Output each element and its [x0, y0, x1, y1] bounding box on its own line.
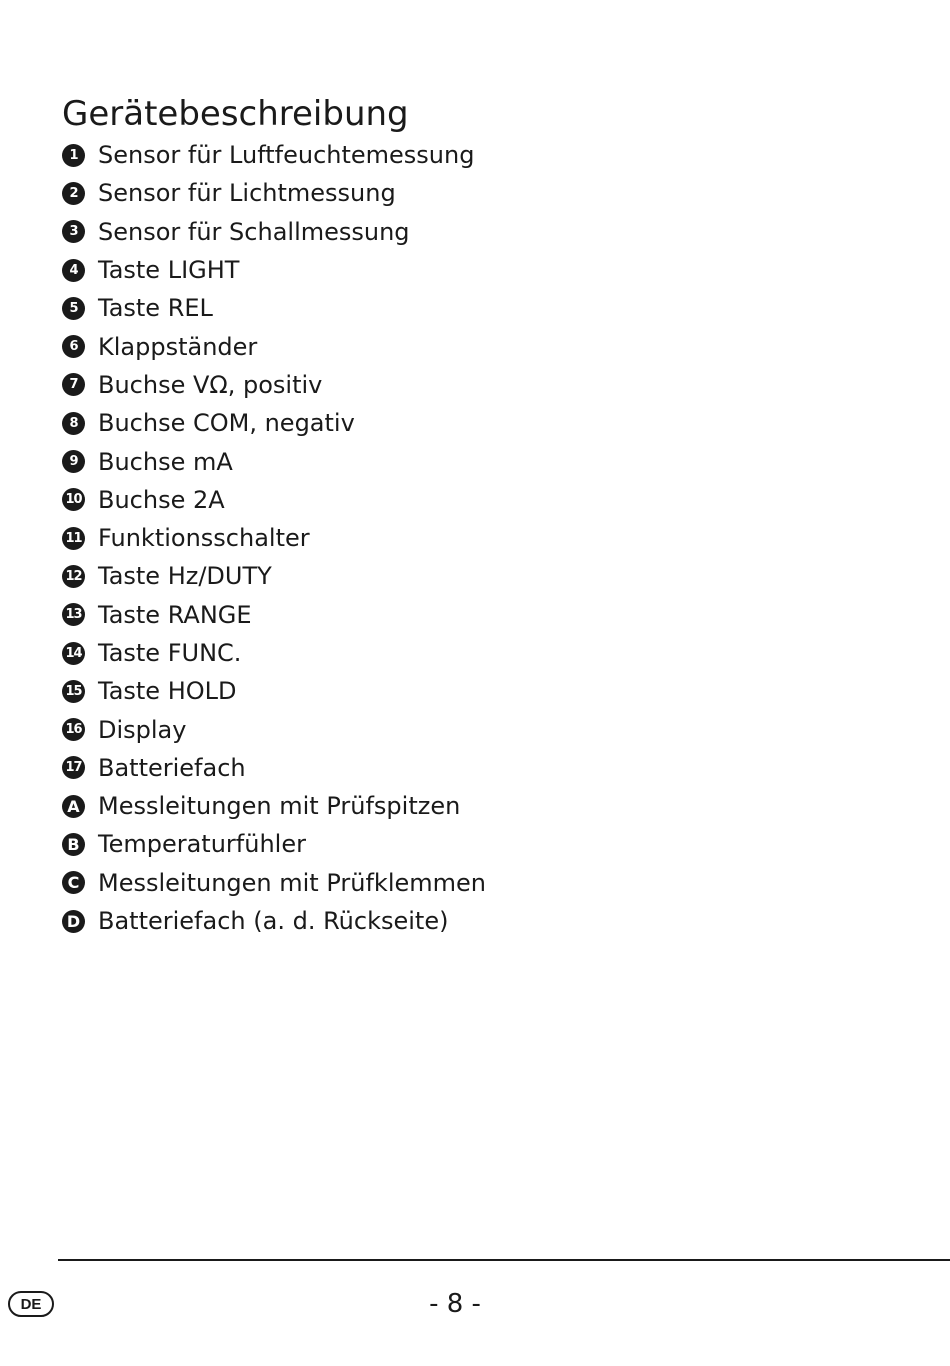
item-marker: 11: [62, 527, 85, 550]
list-item: [62, 519, 486, 557]
item-marker: A: [62, 795, 85, 818]
item-label: Klappständer: [98, 332, 258, 361]
list-item: [62, 596, 486, 634]
item-label: Sensor für Schallmessung: [98, 217, 410, 246]
item-label: Taste LIGHT: [98, 256, 240, 285]
item-label: Funktionsschalter: [98, 524, 310, 553]
item-label: Taste HOLD: [98, 677, 237, 706]
list-item: [62, 672, 486, 710]
list-item: [62, 902, 486, 940]
item-marker: 16: [62, 718, 85, 741]
item-label: Taste REL: [98, 294, 213, 323]
item-label: Taste Hz/DUTY: [98, 562, 272, 591]
item-label: Buchse COM, negativ: [98, 409, 355, 438]
list-item: [62, 864, 486, 902]
item-label: Buchse 2A: [98, 485, 225, 514]
list-item: [62, 366, 486, 404]
item-label: Display: [98, 715, 187, 744]
item-marker: 3: [62, 220, 85, 243]
item-label: Messleitungen mit Prüfspitzen: [98, 792, 461, 821]
item-marker: D: [62, 910, 85, 933]
list-item: [62, 481, 486, 519]
list-item: [62, 634, 486, 672]
item-marker: 4: [62, 259, 85, 282]
list-item: [62, 251, 486, 289]
item-marker: 6: [62, 335, 85, 358]
list-item: [62, 787, 486, 825]
list-item: [62, 327, 486, 365]
list-item: [62, 825, 486, 863]
list-item: [62, 213, 486, 251]
item-marker: 10: [62, 488, 85, 511]
item-marker: 1: [62, 144, 85, 167]
item-marker: 2: [62, 182, 85, 205]
list-item: [62, 749, 486, 787]
item-marker: B: [62, 833, 85, 856]
footer-divider: [58, 1259, 950, 1261]
item-marker: 14: [62, 642, 85, 665]
page-number: - 8 -: [429, 1289, 481, 1319]
item-marker: 9: [62, 450, 85, 473]
list-item: [62, 289, 486, 327]
item-label: Messleitungen mit Prüfklemmen: [98, 868, 486, 897]
item-label: Batteriefach (a. d. Rückseite): [98, 907, 449, 936]
list-item: [62, 174, 486, 212]
item-marker: 13: [62, 603, 85, 626]
item-marker: C: [62, 871, 85, 894]
list-item: [62, 442, 486, 480]
component-list: [62, 136, 486, 940]
list-item: [62, 557, 486, 595]
item-label: Sensor für Luftfeuchtemessung: [98, 141, 475, 170]
item-marker: 7: [62, 373, 85, 396]
language-badge: DE: [8, 1291, 54, 1317]
item-label: Buchse VΩ, positiv: [98, 370, 323, 399]
item-marker: 8: [62, 412, 85, 435]
item-marker: 5: [62, 297, 85, 320]
item-label: Buchse mA: [98, 447, 233, 476]
list-item: [62, 136, 486, 174]
item-label: Sensor für Lichtmessung: [98, 179, 396, 208]
item-label: Taste RANGE: [98, 600, 252, 629]
item-marker: 15: [62, 680, 85, 703]
item-label: Taste FUNC.: [98, 639, 242, 667]
list-item: [62, 710, 486, 748]
list-item: [62, 404, 486, 442]
item-label: Temperaturfühler: [98, 830, 306, 859]
item-marker: 12: [62, 565, 85, 588]
item-marker: 17: [62, 756, 85, 779]
page-title: Gerätebeschreibung: [62, 94, 409, 134]
item-label: Batteriefach: [98, 753, 246, 782]
